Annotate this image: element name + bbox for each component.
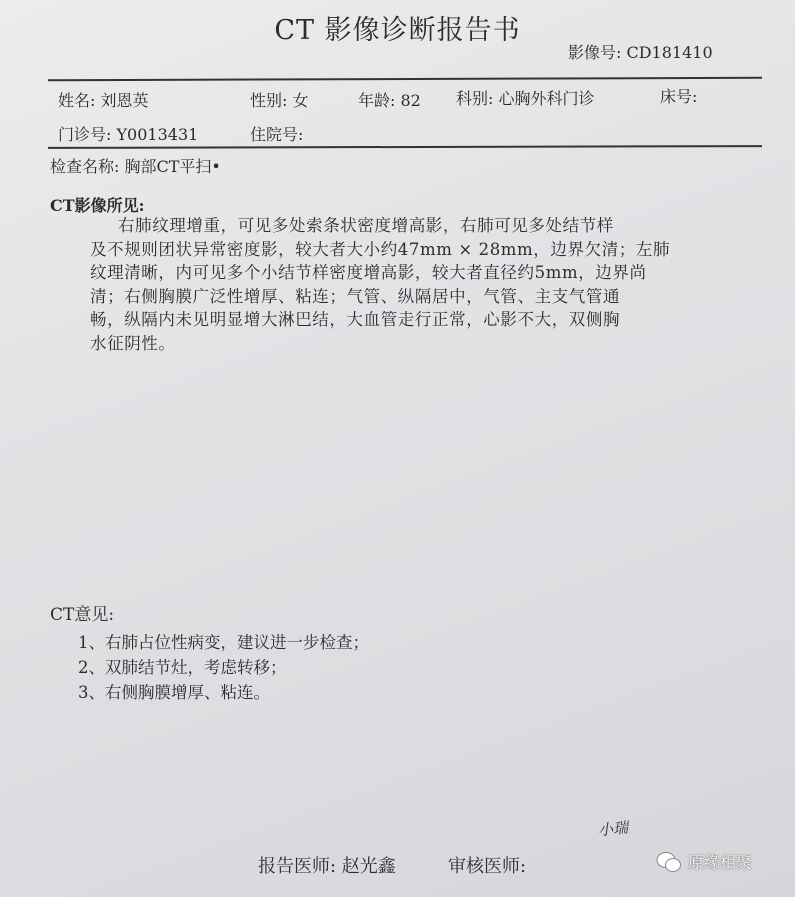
findings-line: 纹理清晰，内可见多个小结节样密度增高影，较大者直径约5mm，边界尚 [90, 263, 647, 283]
patient-age: 年龄: 82 [358, 91, 421, 110]
signature: 小瑞 [597, 818, 629, 840]
findings-line: 畅，纵隔内未见明显增大淋巴结，大血管走行正常，心影不大，双侧胸 [90, 310, 621, 330]
opinion-item: 2、双肺结节灶，考虑转移； [78, 658, 287, 677]
patient-sex: 性别: 女 [250, 91, 309, 110]
patient-name: 姓名: 刘恩英 [58, 91, 149, 110]
patient-dept: 科别: 心胸外科门诊 [456, 89, 595, 108]
watermark [656, 850, 752, 873]
bed-number: 床号: [660, 87, 698, 106]
findings-line: 右肺纹理增重，可见多处索条状密度增高影，右肺可见多处结节样 [118, 216, 614, 235]
opinion-item: 3、右侧胸膜增厚、粘连。 [78, 683, 270, 702]
findings-text [90, 214, 670, 356]
exam-name: 检查名称: 胸部CT平扫• [50, 157, 221, 176]
findings-line: 清；右侧胸膜广泛性增厚、粘连；气管、纵隔居中，气管、主支气管通 [90, 286, 621, 306]
report-title: CT 影像诊断报告书 [274, 15, 521, 46]
divider [48, 145, 762, 149]
findings-line: 及不规则团状异常密度影，较大者大小约47mm × 28mm，边界欠清；左肺 [90, 239, 671, 259]
wechat-icon [656, 851, 682, 873]
reviewing-physician: 审核医师: [448, 856, 527, 877]
image-number: 影像号: CD181410 [568, 43, 713, 62]
reporting-physician: 报告医师: 赵光鑫 [258, 856, 396, 877]
outpatient-number: 门诊号: Y0013431 [58, 125, 199, 144]
divider [48, 77, 762, 81]
findings-heading: CT影像所见: [50, 196, 145, 215]
opinion-item: 1、右肺占位性病变，建议进一步检查； [78, 633, 369, 652]
watermark-text: 原缘相聚 [688, 853, 753, 872]
inpatient-number: 住院号: [250, 125, 304, 144]
findings-line: 水征阴性。 [90, 333, 176, 353]
opinion-heading: CT意见: [50, 605, 115, 625]
